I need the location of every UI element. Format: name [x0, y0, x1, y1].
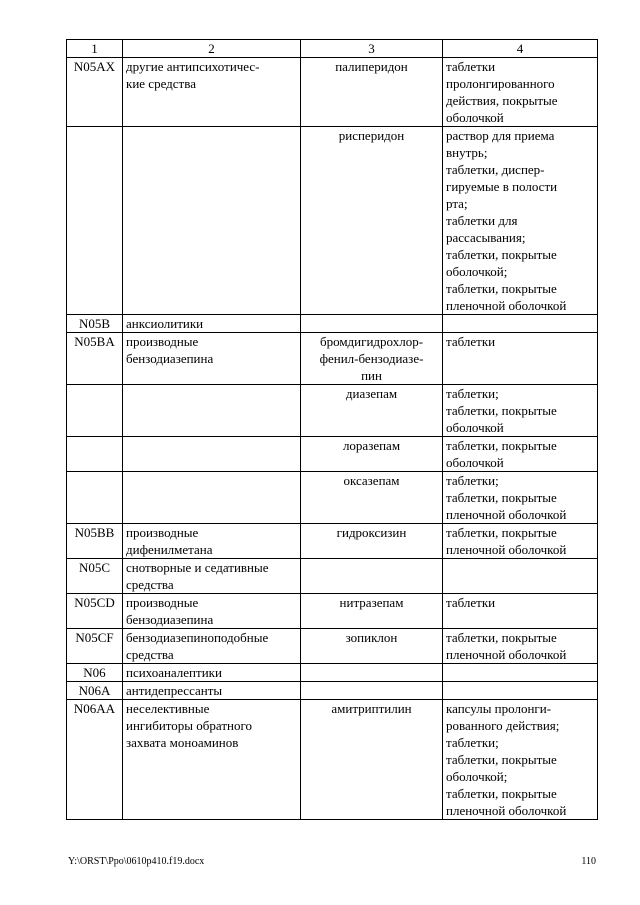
atc-code-cell: N05CF	[67, 629, 123, 664]
atc-code-cell	[67, 127, 123, 315]
drug-name-cell: лоразепам	[301, 437, 443, 472]
group-name-cell	[123, 472, 301, 524]
drug-name-cell: амитриптилин	[301, 700, 443, 820]
group-name-cell: психоаналептики	[123, 664, 301, 682]
group-name-cell: другие антипсихотичес- кие средства	[123, 58, 301, 127]
group-name-cell	[123, 385, 301, 437]
atc-code-cell: N05CD	[67, 594, 123, 629]
table-row	[67, 58, 598, 127]
drug-name-cell: бромдигидрохлор- фенил-бензодиазе- пин	[301, 333, 443, 385]
table-row	[67, 700, 598, 820]
drug-name-cell: диазепам	[301, 385, 443, 437]
atc-code-cell	[67, 437, 123, 472]
dosage-form-cell: таблетки пролонгированного действия, покрытые оболочкой	[443, 58, 598, 127]
dosage-form-cell	[443, 664, 598, 682]
table-row	[67, 127, 598, 315]
dosage-form-cell	[443, 682, 598, 700]
atc-code-cell: N05B	[67, 315, 123, 333]
dosage-form-cell: таблетки	[443, 594, 598, 629]
dosage-form-cell: раствор для приема внутрь; таблетки, диспер- гируемые в полости рта; таблетки для рассасывания; таблетки, покрытые оболочкой; таблетки, покрытые пленочной оболочкой	[443, 127, 598, 315]
drug-name-cell	[301, 682, 443, 700]
drug-name-cell	[301, 315, 443, 333]
atc-code-cell: N06	[67, 664, 123, 682]
group-name-cell: неселективные ингибиторы обратного захвата моноаминов	[123, 700, 301, 820]
atc-code-cell: N06A	[67, 682, 123, 700]
table-row	[67, 664, 598, 682]
group-name-cell: производные дифенилметана	[123, 524, 301, 559]
atc-code-cell: N05BB	[67, 524, 123, 559]
page-number: 110	[581, 856, 596, 867]
column-header-4: 4	[443, 40, 598, 58]
table-row	[67, 594, 598, 629]
dosage-form-cell: капсулы пролонги- рованного действия; таблетки; таблетки, покрытые оболочкой; таблетки, покрытые пленочной оболочкой	[443, 700, 598, 820]
group-name-cell	[123, 437, 301, 472]
file-path: Y:\ORST\Ppo\0610p410.f19.docx	[68, 856, 205, 867]
group-name-cell: бензодиазепиноподобные средства	[123, 629, 301, 664]
table-row	[67, 629, 598, 664]
dosage-form-cell	[443, 315, 598, 333]
atc-code-cell: N06AA	[67, 700, 123, 820]
column-header-3: 3	[301, 40, 443, 58]
atc-code-cell	[67, 472, 123, 524]
dosage-form-cell: таблетки	[443, 333, 598, 385]
table-row	[67, 472, 598, 524]
group-name-cell: анксиолитики	[123, 315, 301, 333]
drug-name-cell: нитразепам	[301, 594, 443, 629]
table-row	[67, 524, 598, 559]
drug-name-cell: палиперидон	[301, 58, 443, 127]
group-name-cell: производные бензодиазепина	[123, 333, 301, 385]
drug-table	[66, 39, 598, 820]
group-name-cell: антидепрессанты	[123, 682, 301, 700]
group-name-cell: производные бензодиазепина	[123, 594, 301, 629]
column-header-2: 2	[123, 40, 301, 58]
drug-name-cell	[301, 664, 443, 682]
group-name-cell: снотворные и седативные средства	[123, 559, 301, 594]
dosage-form-cell: таблетки, покрытые пленочной оболочкой	[443, 629, 598, 664]
dosage-form-cell	[443, 559, 598, 594]
header-row	[67, 40, 598, 58]
drug-name-cell: оксазепам	[301, 472, 443, 524]
dosage-form-cell: таблетки, покрытые пленочной оболочкой	[443, 524, 598, 559]
atc-code-cell: N05C	[67, 559, 123, 594]
group-name-cell	[123, 127, 301, 315]
atc-code-cell: N05AX	[67, 58, 123, 127]
atc-code-cell	[67, 385, 123, 437]
table-row	[67, 385, 598, 437]
drug-name-cell: рисперидон	[301, 127, 443, 315]
dosage-form-cell: таблетки, покрытые оболочкой	[443, 437, 598, 472]
drug-name-cell: зопиклон	[301, 629, 443, 664]
drug-name-cell	[301, 559, 443, 594]
dosage-form-cell: таблетки; таблетки, покрытые оболочкой	[443, 385, 598, 437]
table-row	[67, 559, 598, 594]
atc-code-cell: N05BA	[67, 333, 123, 385]
table-header	[67, 40, 598, 58]
table-body	[67, 58, 598, 820]
table-row	[67, 333, 598, 385]
drug-name-cell: гидроксизин	[301, 524, 443, 559]
dosage-form-cell: таблетки; таблетки, покрытые пленочной оболочкой	[443, 472, 598, 524]
table-row	[67, 437, 598, 472]
table-row	[67, 682, 598, 700]
table-row	[67, 315, 598, 333]
column-header-1: 1	[67, 40, 123, 58]
